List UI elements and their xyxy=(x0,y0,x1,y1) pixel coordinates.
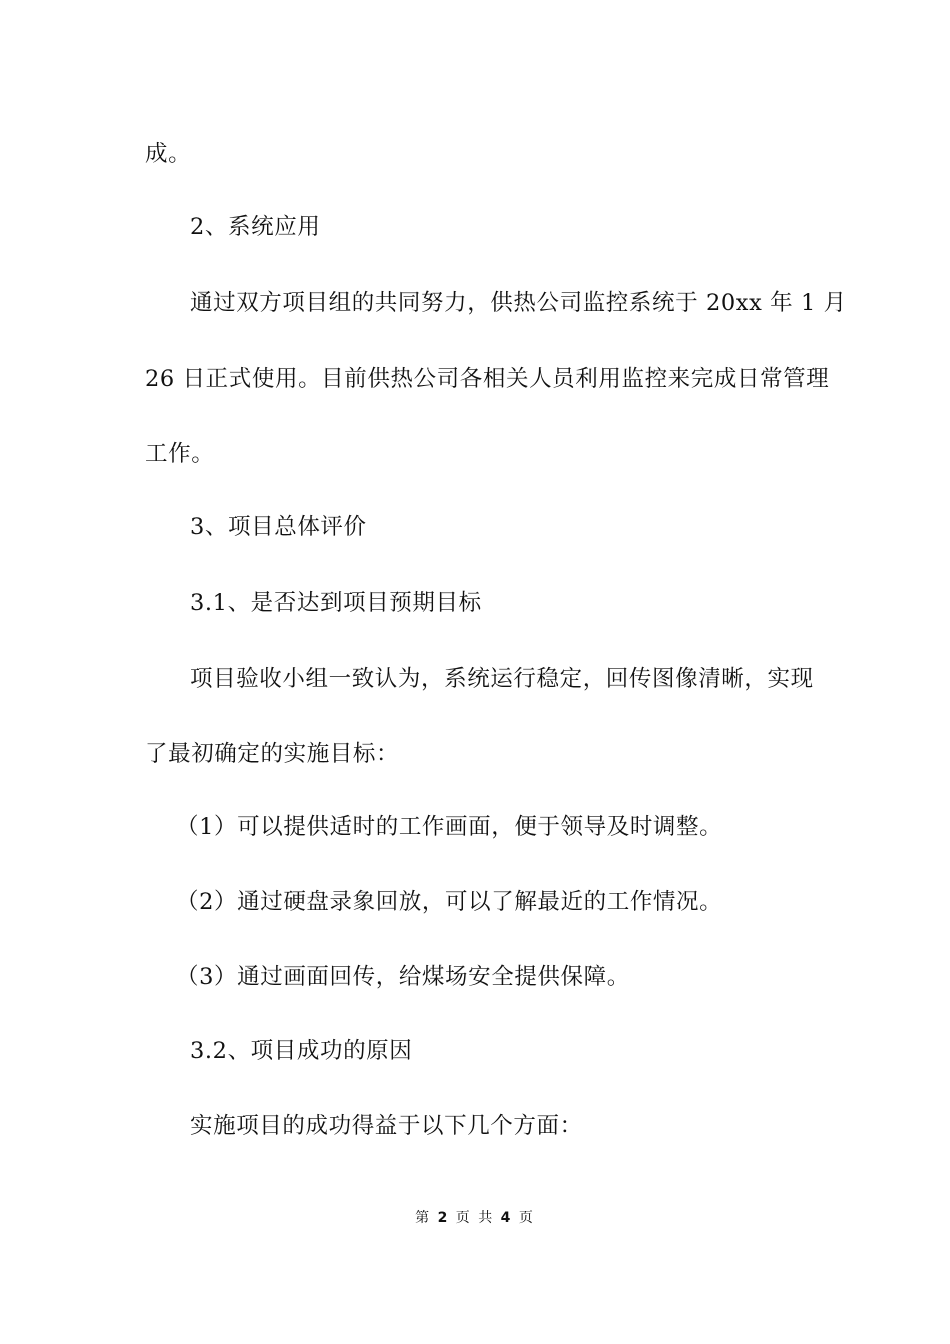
paragraph-continuation: 成。 xyxy=(145,141,192,167)
footer-middle: 页 共 xyxy=(455,1210,495,1226)
paragraph-line: 了最初确定的实施目标： xyxy=(145,741,400,767)
section-heading-2: 2、系统应用 xyxy=(190,214,321,240)
page-footer xyxy=(0,1209,950,1227)
paragraph-line: 26 日正式使用。目前供热公司各相关人员利用监控来完成日常管理 xyxy=(145,366,830,392)
footer-prefix: 第 xyxy=(415,1210,432,1226)
subsection-heading-3-1: 3.1、是否达到项目预期目标 xyxy=(190,590,482,616)
current-page-number: 2 xyxy=(437,1210,450,1226)
list-item: （3）通过画面回传，给煤场安全提供保障。 xyxy=(176,964,630,990)
subsection-heading-3-2: 3.2、项目成功的原因 xyxy=(190,1038,413,1064)
section-heading-3: 3、项目总体评价 xyxy=(190,514,367,540)
paragraph-line: 通过双方项目组的共同努力，供热公司监控系统于 20xx 年 1 月 xyxy=(190,290,847,316)
paragraph-line: 项目验收小组一致认为，系统运行稳定，回传图像清晰，实现 xyxy=(190,666,814,692)
paragraph-line: 实施项目的成功得益于以下几个方面： xyxy=(190,1113,583,1139)
footer-suffix: 页 xyxy=(518,1210,535,1226)
total-page-count: 4 xyxy=(500,1210,513,1226)
list-item: （1）可以提供适时的工作画面，便于领导及时调整。 xyxy=(176,814,723,840)
list-item: （2）通过硬盘录象回放，可以了解最近的工作情况。 xyxy=(176,889,723,915)
paragraph-line: 工作。 xyxy=(145,441,215,467)
